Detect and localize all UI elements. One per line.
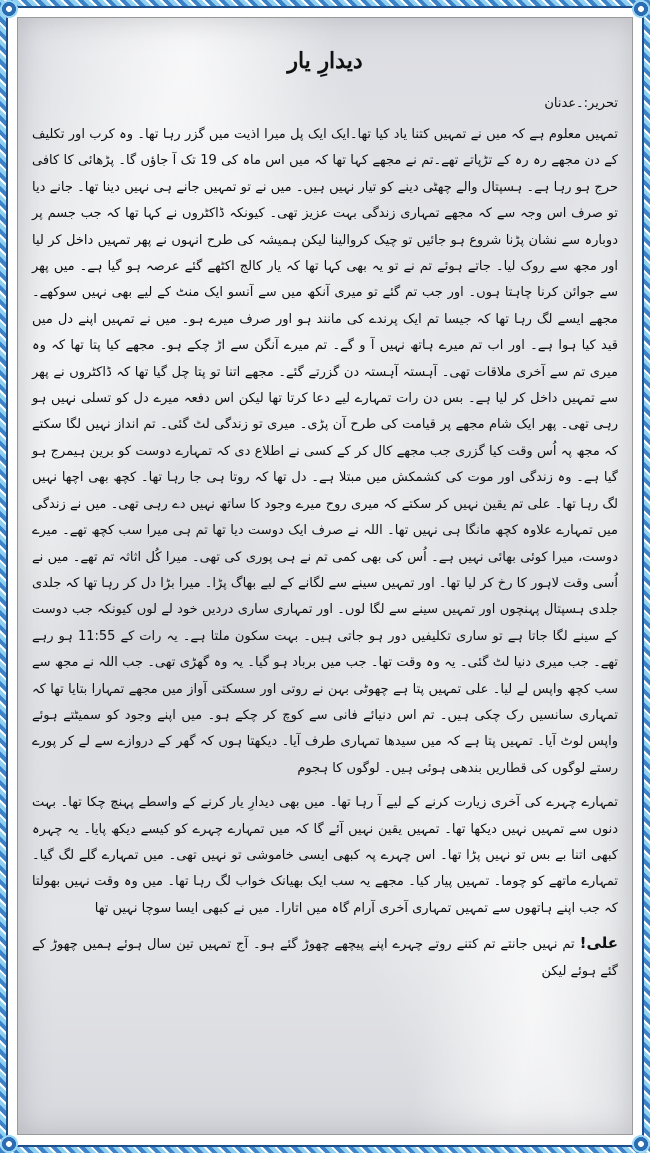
paragraph-2: تمہارے چہرے کی آخری زیارت کرنے کے لیے آ رہا تھا۔ میں بھی دیدارِ یار کرنے کے واسطے پہنچ چکا تھا۔ بہت دنوں سے تمہیں نہیں دیکھا تھا۔ تمہیں یقین نہیں آئے گا کہ میں تمہارے چہرے کو کیسے دیکھ پایا۔ یہ چہرہ کبھی اتنا بے بس تو نہیں پڑا تھا۔ اس چہرے پہ کبھی ایسی خاموشی تو نہیں تھی۔ میں تمہارے گلے لگ گیا۔ تمہارے ماتھے کو چوما۔ تمہیں پیار کیا۔ مجھے یہ سب ایک بھیانک خواب لگ رہا تھا۔ میں وہ وقت نہیں بھولتا کہ جب اپنے ہاتھوں سے تمہیں تمہاری آخری آرام گاہ میں اتارا۔ میں نے کبھی ایسا سوچا نہیں تھا	[32, 795, 618, 916]
article-body	[32, 122, 618, 985]
author-line: تحریر:۔عدنان	[544, 96, 618, 111]
corner-ornament-icon	[0, 1135, 18, 1153]
address-name: علی!	[579, 934, 618, 953]
paper-panel	[17, 17, 633, 1135]
corner-ornament-icon	[632, 1135, 650, 1153]
page-title: دیدارِ یار	[287, 48, 363, 74]
paragraph-3-text: تم نہیں جانتے تم کتنے روتے چہرے اپنے پیچھے چھوڑ گئے ہو۔ آج تمہیں تین سال ہوئے ہمیں چھوڑ کے گئے ہوئے لیکن	[32, 937, 618, 979]
corner-ornament-icon	[632, 0, 650, 18]
corner-ornament-icon	[0, 0, 18, 18]
paragraph-1: تمہیں معلوم ہے کہ میں نے تمہیں کتنا یاد کیا تھا۔ایک ایک پل میرا اذیت میں گزر رہا تھا۔ وہ کرب اور تکلیف کے دن مجھے رہ رہ کے تڑپاتے تھے۔تم نے مجھے کہا تھا کہ میں اس ماہ کی 19 تک آ جاؤں گا۔ پڑھائی کا کافی حرج ہو رہا ہے۔ ہسپتال والے چھٹی دینے کو تیار نہیں ہیں۔ میں نے تو تمہیں جانے ہی نہیں دینا تھا۔ جانے دیا تو صرف اس وجہ سے کہ مجھے تمہاری زندگی بہت عزیز تھی۔ کیونکہ ڈاکٹروں نے کہا تھا کہ جب جسم پر دوبارہ سے نشان پڑنا شروع ہو جائیں تو چیک کروالینا لیکن ہمیشہ کی طرح انہوں نے پھر تمہیں داخل کر لیا اور مجھ سے روک لیا۔ جاتے ہوئے تم نے تو یہ بھی کہا تھا کہ یار کالج اکٹھے گئے عرصہ ہو گیا ہے۔ میں پھر سے جوائن کرنا چاہتا ہوں۔ اور جب تم گئے تو میری آنکھ میں سے آنسو ایک منٹ کے لیے بھی نہیں سوکھے۔ مجھے ایسے لگ رہا تھا کہ جیسا تم ایک پرندے کی مانند ہو اور صرف میرے ہو۔ میں نے تمہیں اپنے دل میں قید کیا ہوا ہے۔ اور اب تم میرے ہاتھ نہیں آ و گے۔ تم میرے آنگن سے اڑ چکے ہو۔ مجھے کیا پتا تھا کہ وہ میری تم سے آخری ملاقات تھی۔ آہستہ آہستہ دن گزرتے گئے۔ مجھے اتنا تو پتا چل گیا تھا کہ ڈاکٹروں نے پھر سے تمہیں داخل کر لیا ہے۔ بس دن رات تمہارے لیے دعا کرتا تھا لیکن اس دفعہ میرے دل کو تسلی نہیں ہو رہی تھی۔ پھر ایک شام مجھے پر قیامت کی طرح آن پڑی۔ میری تو زندگی لٹ گئی۔ تم انداز نہیں لگا سکتے کہ مجھ پہ اُس وقت کیا گزری جب مجھے کال کر کے کسی نے اطلاع دی کہ تمہارے دوست کو برین ہیمرج ہو گیا ہے۔ وہ زندگی اور موت کی کشمکش میں مبتلا ہے۔ دل تھا کہ روتا ہی جا رہا تھا۔ کچھ بھی اچھا نہیں لگ رہا تھا۔ علی تم یقین نہیں کر سکتے کہ میری روح میرے وجود کا ساتھ نہیں دے رہی تھی۔ میں نے زندگی میں تمہارے علاوہ کچھ مانگا ہی نہیں تھا۔ اللہ نے صرف ایک دوست دیا تھا تم ہی میرا سب کچھ تھے۔ میرے دوست، میرا کوئی بھائی نہیں ہے۔ اُس کی بھی کمی تم نے ہی پوری کی تھی۔ میرا کُل اثاثہ تم تھے۔ میں نے اُسی وقت لاہور کا رخ کر لیا تھا۔ اور تمہیں سینے سے لگانے کے لیے بھاگ پڑا۔ میرا بڑا دل کر رہا تھا کہ جلدی جلدی ہسپتال پہنچوں اور تمہیں سینے سے لگا لوں۔ اور تمہاری ساری دردیں خود لے لوں کیونکہ جب دوست کے سینے لگا جاتا ہے تو ساری تکلیفیں دور ہو جاتی ہیں۔ بہت سکون ملتا ہے۔ یہ رات کے 11:55 ہو رہے تھے۔ جب میری دنیا لٹ گئی۔ یہ وہ وقت تھا۔ جب میں برباد ہو گیا۔ یہ وہ گھڑی تھی۔ جب اللہ نے مجھ سے سب کچھ واپس لے لیا۔ علی تمہیں پتا ہے چھوٹی بہن نے روتی اور سسکتی آواز میں مجھے تمہارا بتایا تھا کہ تمہاری سانسیں رک چکی ہیں۔ تم اس دنیائے فانی سے کوچ کر چکے ہو۔ میں اپنے وجود کو سمیٹتے ہوئے واپس لوٹ آیا۔ تمہیں پتا ہے کہ میں سیدھا تمہاری طرف آیا۔ دیکھتا ہوں کہ گھر کے دروازے سے لے کر پورے رستے لوگوں کی قطاریں بندھی ہوئی ہیں۔ لوگوں کا ہجوم	[32, 127, 618, 776]
paragraph-3	[32, 930, 618, 985]
